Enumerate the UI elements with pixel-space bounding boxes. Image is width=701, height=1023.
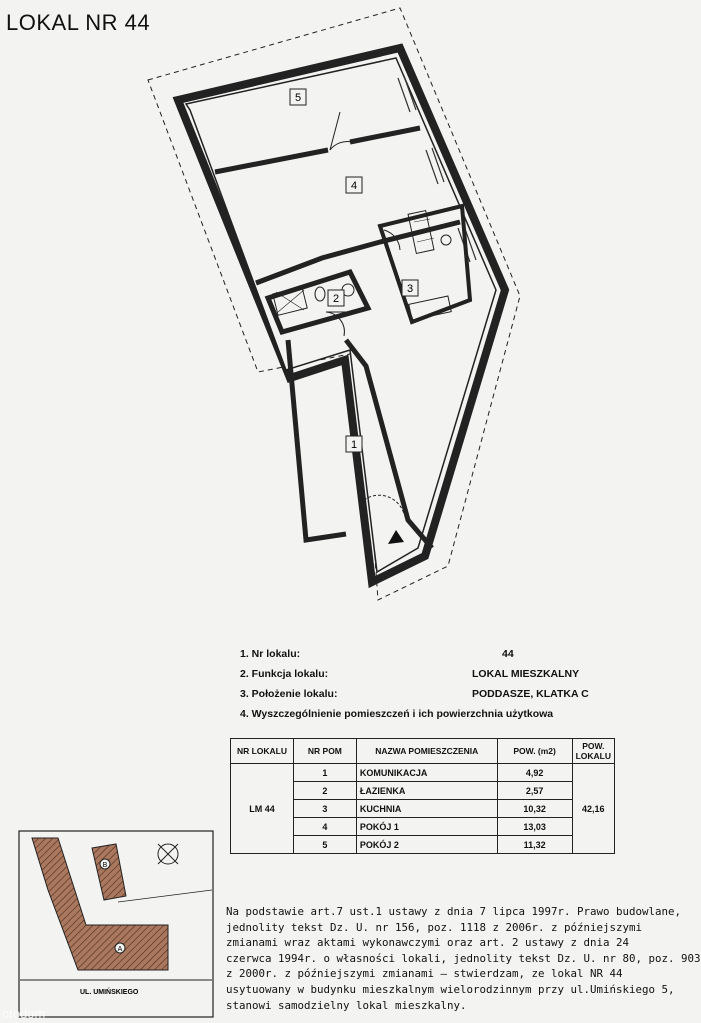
statement-line: zmianami wraz aktami wykonawczymi oraz art. 2 ustawy z dnia 24 xyxy=(226,936,630,950)
info-value-number: 44 xyxy=(502,648,514,660)
header-room-name: NAZWA POMIESZCZENIA xyxy=(356,739,497,764)
unit-total-area: 42,16 xyxy=(572,764,614,854)
room-label-3: 3 xyxy=(406,283,414,295)
page-title: LOKAL NR 44 xyxy=(6,10,151,35)
watermark: otodom xyxy=(2,1006,46,1021)
room-nr: 3 xyxy=(293,800,356,818)
statement-line: Na podstawie art.7 ust.1 ustawy z dnia 7 lipca 1997r. Prawo budowlane, xyxy=(226,905,682,918)
room-label-4: 4 xyxy=(350,180,358,192)
statement-line: usytuowany w budynku mieszkalnym wielorodzinnym przy ul.Umińskiego 5, xyxy=(226,982,675,996)
site-minimap xyxy=(18,830,214,1020)
header-room-nr: NR POM xyxy=(293,739,356,764)
info-value-function: LOKAL MIESZKALNY xyxy=(472,668,580,680)
room-name: POKÓJ 1 xyxy=(356,818,497,836)
rooms-table xyxy=(230,738,615,854)
room-name: KUCHNIA xyxy=(356,800,497,818)
room-name: POKÓJ 2 xyxy=(356,836,497,854)
room-area: 13,03 xyxy=(497,818,572,836)
info-label-function: 2. Funkcja lokalu: xyxy=(240,668,329,680)
info-label-location: 3. Położenie lokalu: xyxy=(240,688,338,700)
building-label-a: A xyxy=(117,946,123,953)
street-label: UL. UMIŃSKIEGO xyxy=(80,989,139,996)
room-nr: 2 xyxy=(293,782,356,800)
header-unit: NR LOKALU xyxy=(231,739,294,764)
room-area: 10,32 xyxy=(497,800,572,818)
table-header xyxy=(231,739,615,764)
room-label-1: 1 xyxy=(350,439,358,451)
info-label-number: 1. Nr lokalu: xyxy=(240,648,301,660)
statement-line: czerwca 1994r. o własności lokali, jednolity tekst Dz. U. nr 80, poz. 903 xyxy=(226,951,701,965)
room-area: 11,32 xyxy=(497,836,572,854)
header-unit-area: POW. LOKALU xyxy=(572,739,614,764)
unit-id: LM 44 xyxy=(231,764,294,854)
info-label-rooms: 4. Wyszczególnienie pomieszczeń i ich powierzchnia użytkowa xyxy=(240,708,554,720)
statement-line: z 2000r. z późniejszymi zmianami – stwierdzam, ze lokal NR 44 xyxy=(226,967,623,981)
statement-line: stanowi samodzielny lokal mieszkalny. xyxy=(226,998,467,1012)
legal-statement xyxy=(226,904,701,1013)
room-area: 2,57 xyxy=(497,782,572,800)
room-nr: 5 xyxy=(293,836,356,854)
room-nr: 1 xyxy=(293,764,356,782)
info-value-location: PODDASZE, KLATKA C xyxy=(472,688,589,700)
room-nr: 4 xyxy=(293,818,356,836)
header-area: POW. (m2) xyxy=(497,739,572,764)
room-label-2: 2 xyxy=(332,293,340,305)
room-area: 4,92 xyxy=(497,764,572,782)
room-name: ŁAZIENKA xyxy=(356,782,497,800)
room-label-5: 5 xyxy=(294,92,302,104)
statement-line: jednolity tekst Dz. U. nr 156, poz. 1118 z 2006r. z późniejszymi xyxy=(226,920,643,934)
building-label-b: B xyxy=(102,862,108,869)
room-name: KOMUNIKACJA xyxy=(356,764,497,782)
table-row xyxy=(231,764,615,782)
